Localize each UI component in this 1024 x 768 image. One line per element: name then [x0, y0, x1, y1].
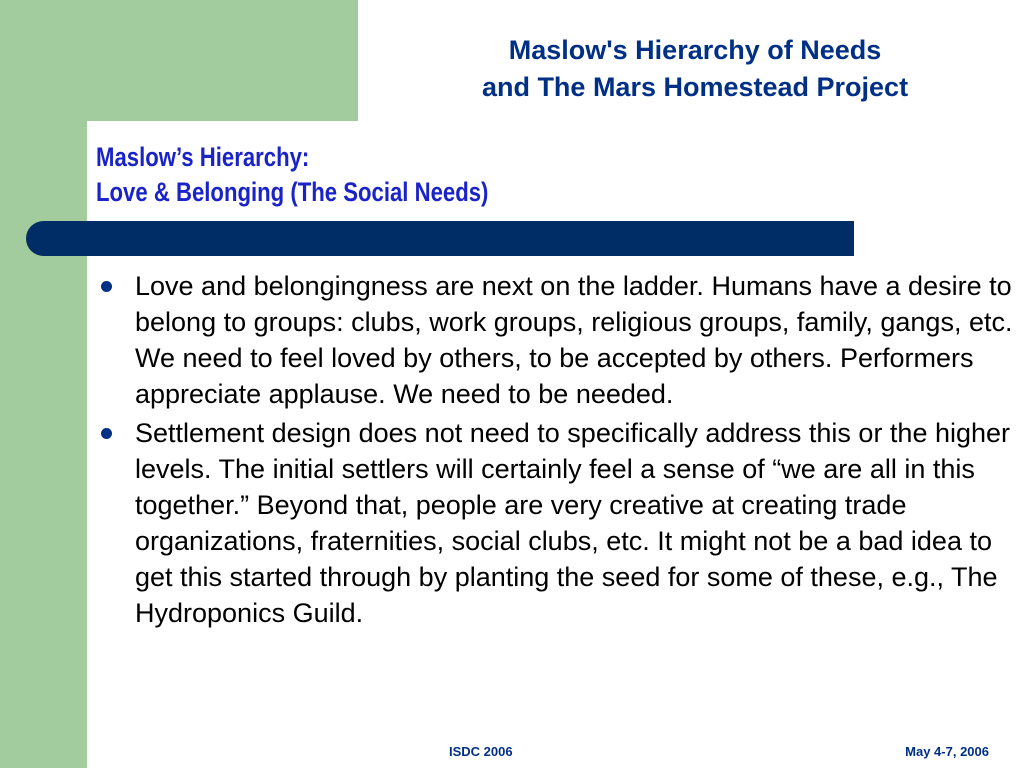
header-line-2: and The Mars Homestead Project — [481, 72, 909, 102]
bullet-dot-icon — [101, 281, 112, 292]
slide-title-line-1: Maslow’s Hierarchy: — [96, 142, 310, 172]
bullet-text: Settlement design does not need to specifically address this or the higher levels. The initial settlers will certainly feel a sense of “we are all in this together.” Beyond that, people are very creative at creating trade organizations, fraternities, social clubs, etc. It might not be a bad idea to get this started through by planting the seed for some of these, e.g., The Hydroponics Guild. — [135, 418, 1011, 628]
bullet-item — [95, 415, 1015, 631]
footer-date: May 4-7, 2006 — [905, 744, 989, 759]
green-side-band — [0, 0, 87, 768]
bullet-list — [95, 268, 1015, 634]
footer-conference: ISDC 2006 — [449, 744, 513, 759]
title-underline-bar — [26, 221, 854, 256]
slide-title-line-2: Love & Belonging (The Social Needs) — [96, 177, 489, 207]
bullet-item — [95, 268, 1015, 412]
bullet-text: Love and belongingness are next on the ladder. Humans have a desire to belong to groups: clubs, work groups, religious groups, family, gangs, etc. We need to feel loved by others, to be accepted by others. Performers appreciate applause. We need to be needed. — [135, 271, 1013, 409]
presentation-header — [390, 32, 1000, 106]
header-line-1: Maslow's Hierarchy of Needs — [508, 35, 882, 65]
bullet-dot-icon — [101, 428, 112, 439]
slide-title — [96, 140, 488, 210]
